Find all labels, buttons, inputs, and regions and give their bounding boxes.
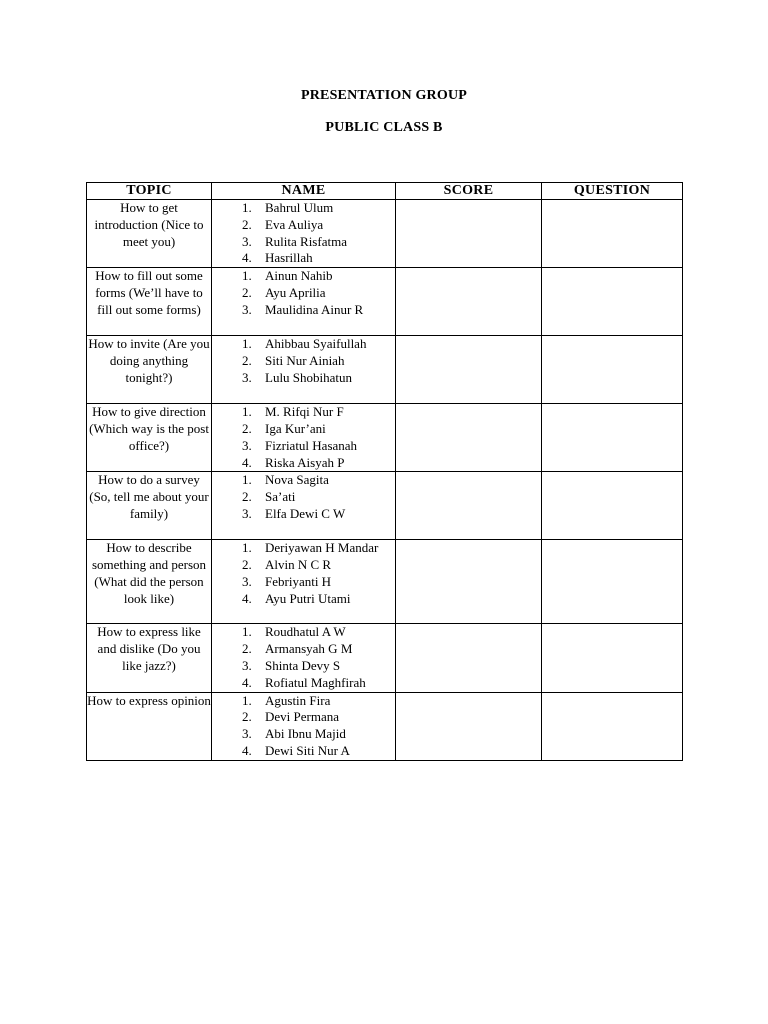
table-row xyxy=(87,692,683,760)
list-item: 4. Hasrillah xyxy=(242,250,313,266)
document-subtitle: PUBLIC CLASS B xyxy=(325,120,443,135)
table-row xyxy=(87,268,683,336)
member-name: Eva Auliya xyxy=(265,216,324,232)
list-item: 1. Roudhatul A W xyxy=(242,624,346,640)
presentation-group-table xyxy=(86,182,683,761)
list-item: 1. M. Rifqi Nur F xyxy=(242,404,344,420)
table-row xyxy=(87,404,683,472)
list-item: 3. Elfa Dewi C W xyxy=(242,505,346,521)
name-cell xyxy=(212,540,396,624)
member-name: Deriyawan H Mandar xyxy=(265,540,379,556)
member-name: Dewi Siti Nur A xyxy=(265,742,350,758)
list-item: 1. Deriyawan H Mandar xyxy=(242,540,379,556)
member-name: Siti Nur Ainiah xyxy=(265,352,345,368)
score-cell xyxy=(396,336,542,404)
topic-cell: How to fill out some forms (We’ll have to fill out some forms) xyxy=(87,268,212,336)
name-list xyxy=(212,200,395,267)
document-title: PRESENTATION GROUP xyxy=(300,88,468,103)
topic-cell: How to express opinion xyxy=(87,692,212,760)
header-topic: TOPIC xyxy=(87,183,212,200)
table-row xyxy=(87,624,683,692)
name-cell xyxy=(212,404,396,472)
score-cell xyxy=(396,200,542,268)
name-cell xyxy=(212,624,396,692)
topic-cell: How to get introduction (Nice to meet you) xyxy=(87,200,212,268)
member-name: Armansyah G M xyxy=(265,641,353,657)
topic-cell: How to describe something and person (What did the person look like) xyxy=(87,540,212,624)
topic-cell: How to invite (Are you doing anything tonight?) xyxy=(87,336,212,404)
member-name: Roudhatul A W xyxy=(265,624,346,640)
score-cell xyxy=(396,472,542,540)
header-score: SCORE xyxy=(396,183,542,200)
header-question: QUESTION xyxy=(542,183,683,200)
topic-cell: How to express like and dislike (Do you like jazz?) xyxy=(87,624,212,692)
member-name: Nova Sagita xyxy=(265,472,329,488)
question-cell xyxy=(542,200,683,268)
name-list xyxy=(212,336,395,386)
list-item: 1. Nova Sagita xyxy=(242,472,329,488)
list-item: 1. Agustin Fira xyxy=(242,692,331,708)
list-item: 3. Febriyanti H xyxy=(242,573,332,589)
member-name: Hasrillah xyxy=(265,250,313,266)
name-cell xyxy=(212,692,396,760)
member-name: Abi Ibnu Majid xyxy=(265,726,346,742)
member-name: Fizriatul Hasanah xyxy=(265,437,358,453)
member-name: Maulidina Ainur R xyxy=(265,301,364,317)
table-row xyxy=(87,540,683,624)
member-name: Ayu Aprilia xyxy=(265,284,326,300)
list-item: 2. Siti Nur Ainiah xyxy=(242,352,345,368)
member-name: Elfa Dewi C W xyxy=(265,505,346,521)
header-name: NAME xyxy=(212,183,396,200)
table-row xyxy=(87,472,683,540)
question-cell xyxy=(542,692,683,760)
name-cell xyxy=(212,268,396,336)
list-item: 3. Maulidina Ainur R xyxy=(242,301,364,317)
name-list xyxy=(212,472,395,522)
list-item: 2. Iga Kur’ani xyxy=(242,420,326,436)
list-item: 1. Ahibbau Syaifullah xyxy=(242,336,367,352)
score-cell xyxy=(396,692,542,760)
member-name: Ahibbau Syaifullah xyxy=(265,336,367,352)
list-item: 3. Abi Ibnu Majid xyxy=(242,726,346,742)
member-name: Bahrul Ulum xyxy=(265,200,334,215)
topic-cell: How to give direction (Which way is the post office?) xyxy=(87,404,212,472)
question-cell xyxy=(542,472,683,540)
question-cell xyxy=(542,540,683,624)
member-name: Shinta Devy S xyxy=(265,657,341,673)
list-item: 2. Devi Permana xyxy=(242,709,340,725)
list-item: 3. Rulita Risfatma xyxy=(242,233,347,249)
list-item: 3. Fizriatul Hasanah xyxy=(242,437,358,453)
name-cell xyxy=(212,472,396,540)
member-name: M. Rifqi Nur F xyxy=(265,404,344,420)
list-item: 2. Eva Auliya xyxy=(242,216,324,232)
member-name: Ainun Nahib xyxy=(265,268,333,284)
question-cell xyxy=(542,404,683,472)
list-item: 3. Shinta Devy S xyxy=(242,657,341,673)
member-name: Agustin Fira xyxy=(265,692,331,708)
member-name: Devi Permana xyxy=(265,709,340,725)
list-item: 2. Armansyah G M xyxy=(242,641,353,657)
list-item: 4. Rofiatul Maghfirah xyxy=(242,674,366,690)
name-list xyxy=(212,404,395,471)
name-list xyxy=(212,268,395,318)
list-item: 2. Sa’ati xyxy=(242,489,296,505)
member-name: Riska Aisyah P xyxy=(265,454,345,470)
name-list xyxy=(212,693,395,760)
list-item: 4. Riska Aisyah P xyxy=(242,454,345,470)
list-item: 1. Bahrul Ulum xyxy=(242,200,334,215)
member-name: Alvin N C R xyxy=(265,557,332,573)
table-row xyxy=(87,336,683,404)
name-list xyxy=(212,624,395,691)
topic-cell: How to do a survey (So, tell me about your family) xyxy=(87,472,212,540)
member-name: Iga Kur’ani xyxy=(265,420,326,436)
name-cell xyxy=(212,200,396,268)
member-name: Rofiatul Maghfirah xyxy=(265,674,366,690)
member-name: Rulita Risfatma xyxy=(265,233,347,249)
name-list xyxy=(212,540,395,607)
list-item: 1. Ainun Nahib xyxy=(242,268,333,284)
member-name: Lulu Shobihatun xyxy=(265,369,353,385)
score-cell xyxy=(396,624,542,692)
question-cell xyxy=(542,624,683,692)
member-name: Febriyanti H xyxy=(265,573,332,589)
score-cell xyxy=(396,404,542,472)
score-cell xyxy=(396,268,542,336)
name-cell xyxy=(212,336,396,404)
list-item: 2. Ayu Aprilia xyxy=(242,284,326,300)
score-cell xyxy=(396,540,542,624)
list-item: 3. Lulu Shobihatun xyxy=(242,369,353,385)
table-header-row xyxy=(87,183,683,200)
member-name: Ayu Putri Utami xyxy=(265,590,351,606)
member-name: Sa’ati xyxy=(265,489,296,505)
list-item: 2. Alvin N C R xyxy=(242,557,332,573)
question-cell xyxy=(542,336,683,404)
list-item: 4. Dewi Siti Nur A xyxy=(242,742,350,758)
question-cell xyxy=(542,268,683,336)
table-row xyxy=(87,200,683,268)
list-item: 4. Ayu Putri Utami xyxy=(242,590,351,606)
